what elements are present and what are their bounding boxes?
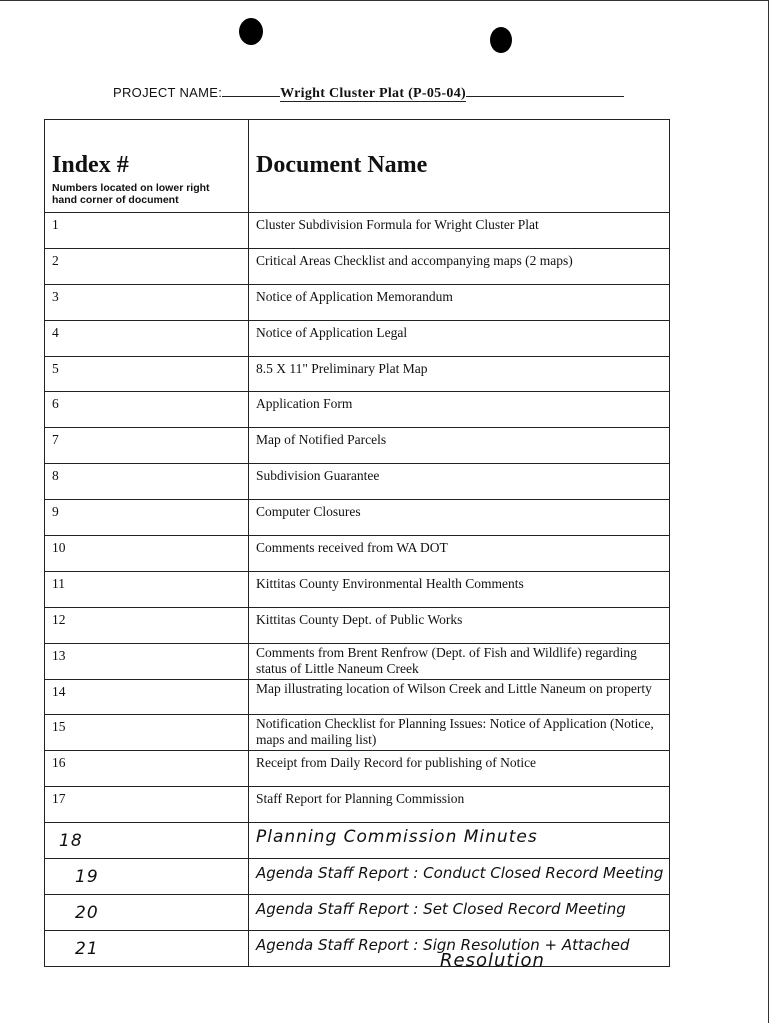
table-row [45, 608, 669, 644]
row-index: 4 [45, 321, 249, 356]
handwritten-continuation: Resolution [440, 950, 545, 971]
underline-gap [222, 84, 280, 97]
row-index: 21 [45, 931, 249, 966]
row-document: Computer Closures [256, 504, 361, 520]
row-document: Agenda Staff Report : Sign Resolution + Attached [256, 935, 630, 954]
table-row [45, 572, 669, 608]
row-document: Notice of Application Memorandum [256, 288, 453, 304]
row-document: Application Form [256, 396, 353, 412]
table-row [45, 680, 669, 716]
row-document: 8.5 X 11" Preliminary Plat Map [256, 360, 428, 376]
row-index: 19 [45, 859, 249, 894]
row-document: Comments from Brent Renfrow (Dept. of Fish and Wildlife) regarding status of Little Naneum Creek [256, 644, 637, 676]
row-index: 8 [45, 464, 249, 499]
row-document: Receipt from Daily Record for publishing of Notice [256, 755, 537, 771]
row-index: 10 [45, 536, 249, 571]
row-document: Agenda Staff Report : Set Closed Record Meeting [256, 899, 626, 918]
row-document: Map of Notified Parcels [256, 432, 387, 448]
row-index: 14 [45, 680, 249, 715]
row-document: Notification Checklist for Planning Issues: Notice of Application (Notice, maps and mailing list) [256, 716, 654, 748]
table-row [45, 357, 669, 393]
document-name-header: Document Name [256, 152, 428, 178]
punch-hole-left [239, 18, 263, 45]
punch-hole-right [490, 27, 512, 53]
table-row [45, 285, 669, 321]
table-row [45, 715, 669, 751]
table-row [45, 464, 669, 500]
row-document: Notice of Application Legal [256, 324, 408, 340]
project-name-value: Wright Cluster Plat (P-05-04) [280, 86, 466, 101]
row-document: Agenda Staff Report : Conduct Closed Record Meeting [256, 864, 664, 883]
table-row [45, 213, 669, 249]
table-row [45, 536, 669, 572]
row-index: 9 [45, 500, 249, 535]
row-document: Comments received from WA DOT [256, 540, 448, 556]
row-document: Subdivision Guarantee [256, 468, 380, 484]
handwritten-row [45, 931, 669, 967]
row-index: 6 [45, 392, 249, 427]
row-document: Cluster Subdivision Formula for Wright Cluster Plat [256, 217, 539, 232]
project-name-label: PROJECT NAME: [113, 85, 223, 100]
doc-header-cell [249, 120, 669, 212]
underline-trail [466, 84, 624, 97]
row-index: 3 [45, 285, 249, 320]
row-document: Map illustrating location of Wilson Creek and Little Naneum on property [256, 680, 652, 696]
row-document: Planning Commission Minutes [256, 827, 538, 848]
row-document: Critical Areas Checklist and accompanying maps (2 maps) [256, 252, 573, 268]
row-index: 11 [45, 572, 249, 607]
handwritten-row [45, 859, 669, 895]
row-index: 5 [45, 357, 249, 392]
table-row [45, 249, 669, 285]
table-row [45, 392, 669, 428]
row-document: Kittitas County Environmental Health Comments [256, 575, 524, 591]
table-row [45, 644, 669, 680]
row-index: 13 [45, 644, 249, 679]
table-header [45, 120, 669, 213]
row-index: 1 [45, 213, 249, 248]
table-row [45, 500, 669, 536]
handwritten-row [45, 895, 669, 931]
row-index: 17 [45, 787, 249, 822]
row-index: 16 [45, 751, 249, 786]
table-row [45, 751, 669, 787]
document-index-table [44, 119, 670, 967]
row-document: Staff Report for Planning Commission [256, 791, 465, 807]
index-header: Index # [52, 152, 129, 178]
index-header-cell [45, 120, 249, 212]
table-row [45, 428, 669, 464]
row-index: 20 [45, 895, 249, 930]
row-index: 7 [45, 428, 249, 463]
row-index: 15 [45, 715, 249, 750]
row-index: 12 [45, 608, 249, 643]
row-document: Kittitas County Dept. of Public Works [256, 611, 463, 627]
table-row [45, 321, 669, 357]
row-index: 18 [45, 823, 249, 858]
handwritten-row [45, 823, 669, 859]
project-name-line [113, 84, 624, 102]
index-note: Numbers located on lower right hand corner of document [52, 182, 210, 206]
row-index: 2 [45, 249, 249, 284]
table-row [45, 787, 669, 823]
